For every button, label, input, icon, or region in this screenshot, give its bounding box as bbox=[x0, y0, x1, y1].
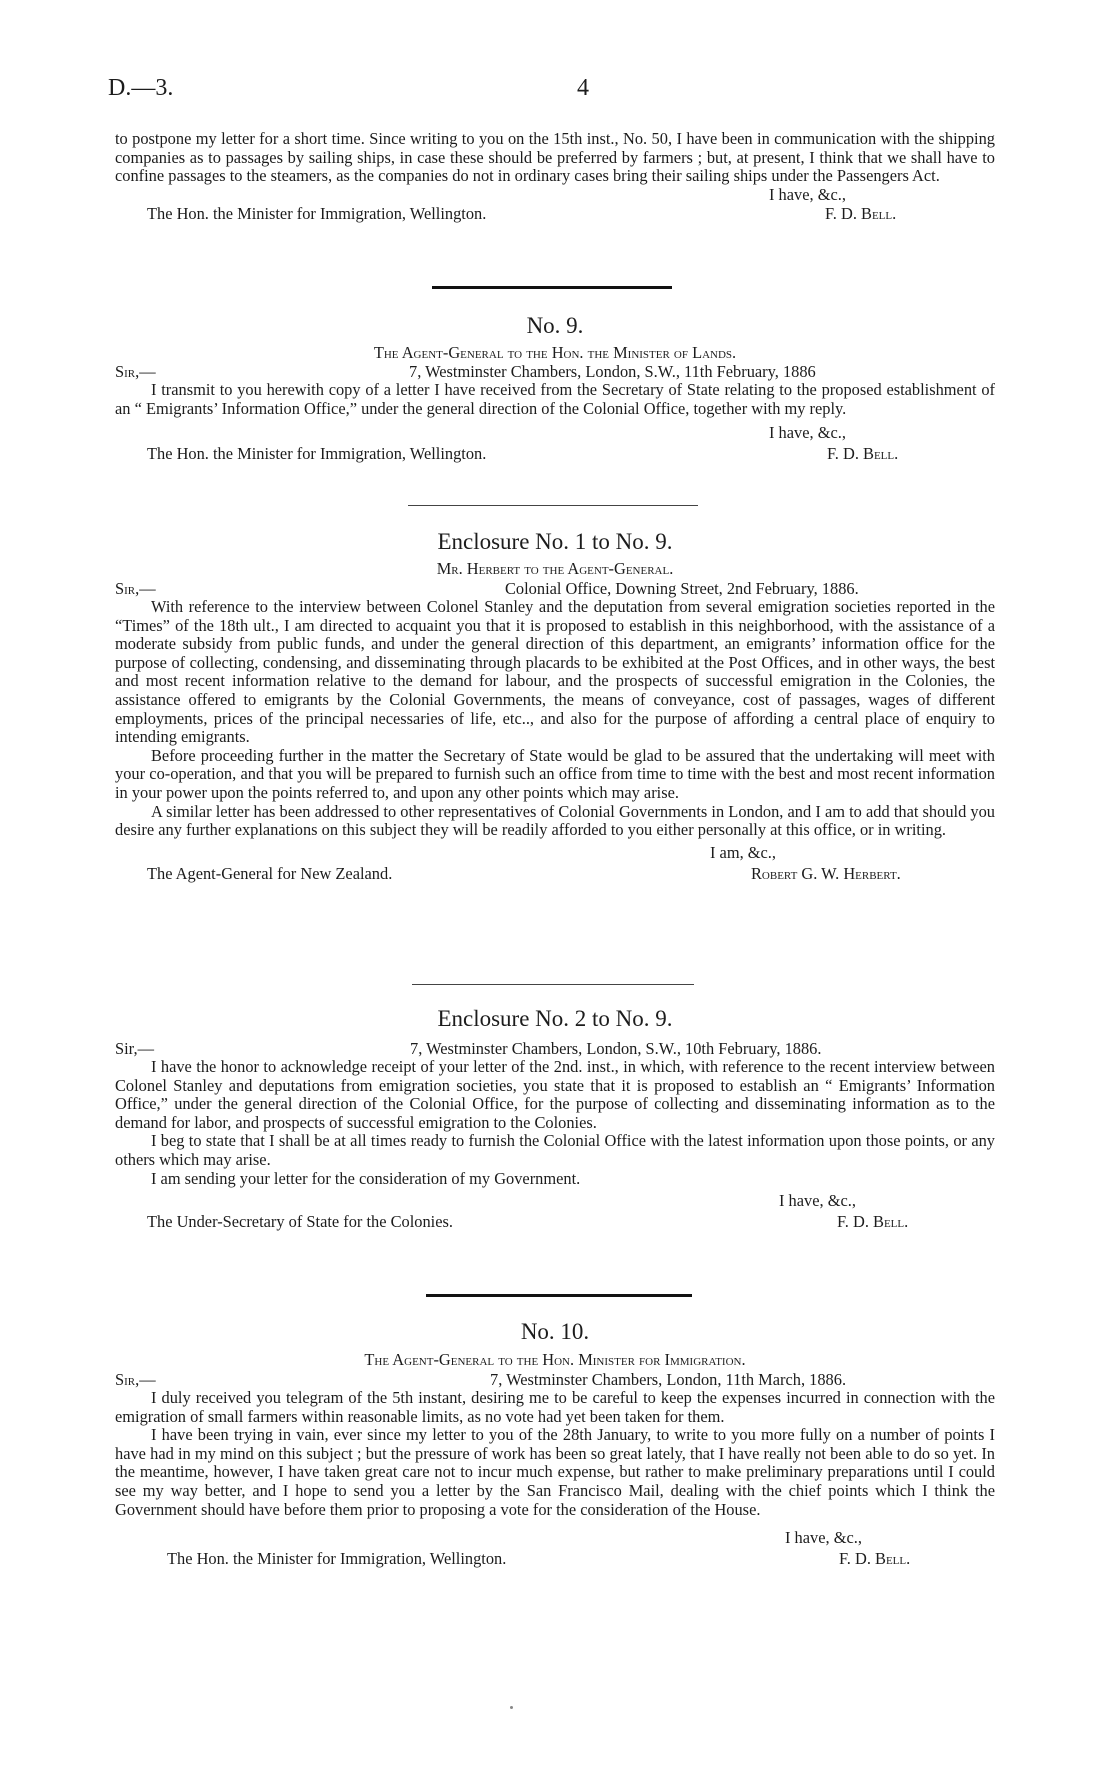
enclosure-2-closing: I have, &c., bbox=[779, 1191, 856, 1211]
letter-10-signature: F. D. Bell. bbox=[839, 1549, 911, 1569]
continued-letter-addressee: The Hon. the Minister for Immigration, Wellington. bbox=[147, 203, 487, 223]
continued-letter-signature-row bbox=[115, 205, 995, 224]
print-speck bbox=[510, 1706, 513, 1709]
letter-9-body bbox=[115, 381, 995, 464]
enclosure-2-paragraph: I beg to state that I shall be at all times ready to furnish the Colonial Office with the latest information upon those points, or any others which may arise. bbox=[115, 1131, 995, 1169]
letter-10-closing-row bbox=[115, 1529, 995, 1548]
letter-9-addressee: The Hon. the Minister for Immigration, Wellington. bbox=[147, 444, 487, 464]
enclosure-1-paragraph: Before proceeding further in the matter the Secretary of State would be glad to be assured that the undertaking will meet with your co-operation, and that you will be prepared to furnish such an office from time to time with the best and most recent information in your power upon the points referred to, and upon any other points which may arise. bbox=[115, 745, 995, 802]
letter-9-closing-row bbox=[115, 424, 995, 443]
enclosure-1-address-row bbox=[115, 579, 995, 598]
enclosure-1-paragraph: A similar letter has been addressed to other representatives of Colonial Governments in London, and I am to add that should you desire any further explanations on this subject they will be readily afforded to you either personally at this office, or in writing. bbox=[115, 801, 995, 840]
section-divider bbox=[412, 984, 694, 985]
enclosure-2-addressee: The Under-Secretary of State for the Colonies. bbox=[147, 1212, 453, 1232]
letter-10-address-date: 7, Westminster Chambers, London, 11th March, 1886. bbox=[490, 1370, 847, 1389]
section-divider bbox=[432, 286, 672, 289]
continued-letter-closing: I have, &c., bbox=[769, 184, 846, 204]
enclosure-1-closing-row bbox=[115, 844, 995, 863]
enclosure-1-body bbox=[115, 598, 995, 884]
letter-10-closing: I have, &c., bbox=[785, 1528, 862, 1548]
enclosure-1-signature-row bbox=[115, 865, 995, 884]
letter-10-from-to: The Agent-General to the Hon. Minister for Immigration. bbox=[364, 1350, 746, 1369]
enclosure-1-address-date: Colonial Office, Downing Street, 2nd February, 1886. bbox=[505, 579, 859, 598]
continued-letter-signature: F. D. Bell. bbox=[825, 203, 897, 223]
enclosure-2-paragraph: I am sending your letter for the consideration of my Government. bbox=[151, 1168, 581, 1188]
enclosure-1-from-to: Mr. Herbert to the Agent-General. bbox=[436, 559, 674, 578]
letter-9-text: I transmit to you herewith copy of a letter I have received from the Secretary of State relating to the proposed establishment of an “ Emigrants’ Information Office,” under the general direction of the Colonial Office, together with my reply. bbox=[115, 380, 995, 418]
page-header bbox=[108, 75, 988, 109]
enclosure-2-salutation: Sir,— bbox=[115, 1039, 154, 1058]
continued-letter bbox=[115, 130, 995, 224]
enclosure-2-address-row bbox=[115, 1039, 995, 1058]
letter-9-closing: I have, &c., bbox=[769, 423, 846, 443]
enclosure-1-paragraph: With reference to the interview between Colonel Stanley and the deputation from several emigration societies reported in the “Times” of the 18th ult., I am directed to acquaint you that it is proposed to establish in this neighborhood, with the assistance of a moderate subsidy from public funds, and under the general direction of this department, an emigrants’ information office for the purpose of collecting, condensing, and disseminating through placards to be exhibited at the Post Offices, and in other ways, the best and most recent information relative to the demand for labour, and the prospects of successful emigration in the Colonies, the assistance offered to emigrants by the Colonial Governments, the means of conveyance, cost of passages, wages of different employments, prices of the principal necessaries of life, etc.., and also for the purpose of affording a central place of enquiry to intending emigrants. bbox=[115, 597, 995, 747]
continued-letter-closing-row bbox=[115, 186, 995, 205]
page-number: 4 bbox=[577, 75, 589, 101]
letter-10-signature-row bbox=[115, 1550, 995, 1569]
enclosure-2-closing-row bbox=[115, 1192, 995, 1211]
section-divider bbox=[408, 505, 698, 506]
letter-10-body bbox=[115, 1389, 995, 1569]
letter-9-number: No. 9. bbox=[526, 313, 584, 338]
letter-9-signature-row bbox=[115, 445, 995, 464]
letter-10-salutation: Sir,— bbox=[115, 1370, 156, 1389]
letter-9-from-to: The Agent-General to the Hon. the Minister of Lands. bbox=[373, 343, 737, 362]
letter-10-paragraph: I have been trying in vain, ever since my letter to you of the 28th January, to write to you more fully on a number of points I have had in my mind on this subject ; but the pressure of work has been so great lately, that I have really not been able to do so yet. In the meantime, however, I have taken great care not to incur much expense, but rather to make preliminary preparations until I could see my way better, and I hope to send you a letter by the San Francisco Mail, dealing with the chief points which I think the Government should have before them prior to proposing a vote for the consideration of the House. bbox=[115, 1425, 995, 1519]
enclosure-2-body bbox=[115, 1058, 995, 1232]
document-reference: D.—3. bbox=[108, 75, 174, 101]
letter-9-signature: F. D. Bell. bbox=[827, 444, 899, 464]
continued-letter-text: to postpone my letter for a short time. Since writing to you on the 15th inst., No. 50, I have been in communication with the shipping companies as to passages by sailing ships, in case these should be preferred by farmers ; but, at present, I think that we shall have to confine passages to the steamers, as the companies do not in ordinary cases bring their sailing ships under the Passengers Act. bbox=[115, 129, 995, 186]
letter-10-paragraph: I duly received you telegram of the 5th instant, desiring me to be careful to keep the expenses incurred in connection with the emigration of small farmers within reasonable limits, as no vote had yet been taken for them. bbox=[115, 1388, 995, 1426]
letter-10-number: No. 10. bbox=[520, 1319, 590, 1344]
enclosure-2-title: Enclosure No. 2 to No. 9. bbox=[437, 1006, 673, 1031]
enclosure-2-address-date: 7, Westminster Chambers, London, S.W., 10th February, 1886. bbox=[410, 1039, 822, 1058]
enclosure-1-addressee: The Agent-General for New Zealand. bbox=[147, 863, 393, 883]
enclosure-2-paragraph: I have the honor to acknowledge receipt of your letter of the 2nd. inst., in which, with reference to the recent interview between Colonel Stanley and deputations from emigration societies, you state that it is proposed to establish an “ Emigrants’ Information Office,” under the general direction of the Colonial Office, for the purpose of collecting and disseminating information as to the demand for labor, and prospects of successful emigration to the Colonies. bbox=[115, 1057, 995, 1132]
enclosure-1-title: Enclosure No. 1 to No. 9. bbox=[437, 529, 673, 554]
enclosure-1-closing: I am, &c., bbox=[710, 842, 776, 862]
enclosure-2-signature: F. D. Bell. bbox=[837, 1212, 909, 1232]
letter-10-address-row bbox=[115, 1370, 995, 1389]
enclosure-2-signature-row bbox=[115, 1213, 995, 1232]
letter-10-addressee: The Hon. the Minister for Immigration, Wellington. bbox=[167, 1549, 507, 1569]
section-divider bbox=[426, 1294, 692, 1297]
enclosure-1-salutation: Sir,— bbox=[115, 579, 156, 598]
letter-9-salutation: Sir,— bbox=[115, 362, 156, 381]
letter-9-address-date: 7, Westminster Chambers, London, S.W., 11th February, 1886 bbox=[409, 362, 816, 381]
enclosure-1-signature: Robert G. W. Herbert. bbox=[751, 863, 901, 883]
letter-9-address-row bbox=[115, 362, 995, 381]
